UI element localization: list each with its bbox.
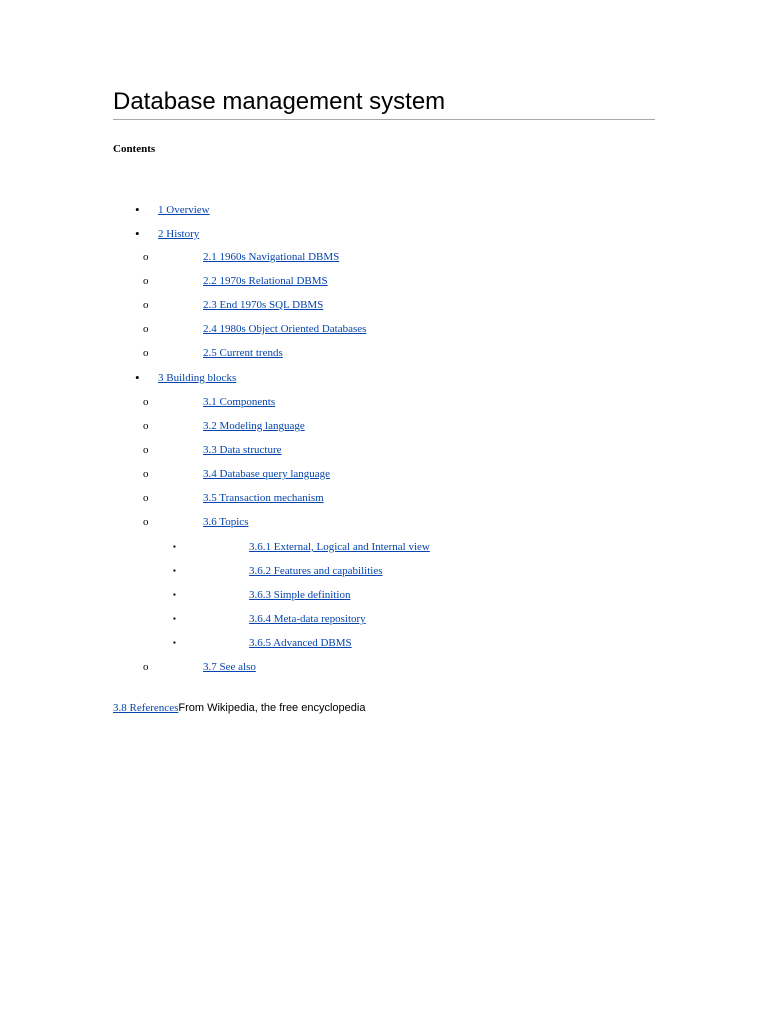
toc-link-relational-dbms[interactable]: 2.2 1970s Relational DBMS [203, 275, 328, 287]
toc-link-object-oriented[interactable]: 2.4 1980s Object Oriented Databases [203, 323, 367, 335]
circle-bullet-icon: o [143, 661, 149, 673]
square-bullet-icon: ▪ [173, 542, 176, 551]
toc-link-references[interactable]: 3.8 References [113, 702, 179, 714]
square-bullet-icon: ▪ [173, 614, 176, 623]
circle-bullet-icon: o [143, 516, 149, 528]
toc-link-history[interactable]: 2 History [158, 228, 200, 240]
toc-link-simple-definition[interactable]: 3.6.3 Simple definition [249, 589, 351, 601]
toc-link-transaction-mechanism[interactable]: 3.5 Transaction mechanism [203, 492, 324, 504]
circle-bullet-icon: o [143, 468, 149, 480]
title-divider [113, 119, 655, 120]
toc-link-data-structure[interactable]: 3.3 Data structure [203, 444, 282, 456]
circle-bullet-icon: o [143, 444, 149, 456]
bullet-icon: • [135, 370, 140, 385]
toc-link-components[interactable]: 3.1 Components [203, 396, 276, 408]
contents-heading: Contents [113, 143, 156, 155]
toc-link-features[interactable]: 3.6.2 Features and capabilities [249, 565, 383, 577]
bullet-icon: • [135, 226, 140, 241]
page-title: Database management system [113, 88, 446, 115]
circle-bullet-icon: o [143, 492, 149, 504]
toc-link-navigational-dbms[interactable]: 2.1 1960s Navigational DBMS [203, 251, 340, 263]
toc-link-views[interactable]: 3.6.1 External, Logical and Internal view [249, 541, 430, 553]
circle-bullet-icon: o [143, 251, 149, 263]
toc-link-see-also[interactable]: 3.7 See also [203, 661, 256, 673]
references-line [113, 700, 365, 716]
toc-link-overview[interactable]: 1 Overview [158, 204, 210, 216]
toc-link-modeling-language[interactable]: 3.2 Modeling language [203, 420, 305, 432]
circle-bullet-icon: o [143, 347, 149, 359]
circle-bullet-icon: o [143, 275, 149, 287]
circle-bullet-icon: o [143, 299, 149, 311]
square-bullet-icon: ▪ [173, 566, 176, 575]
circle-bullet-icon: o [143, 420, 149, 432]
square-bullet-icon: ▪ [173, 590, 176, 599]
circle-bullet-icon: o [143, 396, 149, 408]
toc-link-advanced-dbms[interactable]: 3.6.5 Advanced DBMS [249, 637, 352, 649]
toc-link-sql-dbms[interactable]: 2.3 End 1970s SQL DBMS [203, 299, 324, 311]
toc-link-query-language[interactable]: 3.4 Database query language [203, 468, 331, 480]
toc-link-topics[interactable]: 3.6 Topics [203, 516, 249, 528]
square-bullet-icon: ▪ [173, 638, 176, 647]
circle-bullet-icon: o [143, 323, 149, 335]
bullet-icon: • [135, 202, 140, 217]
toc-link-building-blocks[interactable]: 3 Building blocks [158, 372, 237, 384]
toc-link-current-trends[interactable]: 2.5 Current trends [203, 347, 283, 359]
site-tagline: From Wikipedia, the free encyclopedia [178, 702, 366, 714]
toc-link-metadata-repository[interactable]: 3.6.4 Meta-data repository [249, 613, 366, 625]
